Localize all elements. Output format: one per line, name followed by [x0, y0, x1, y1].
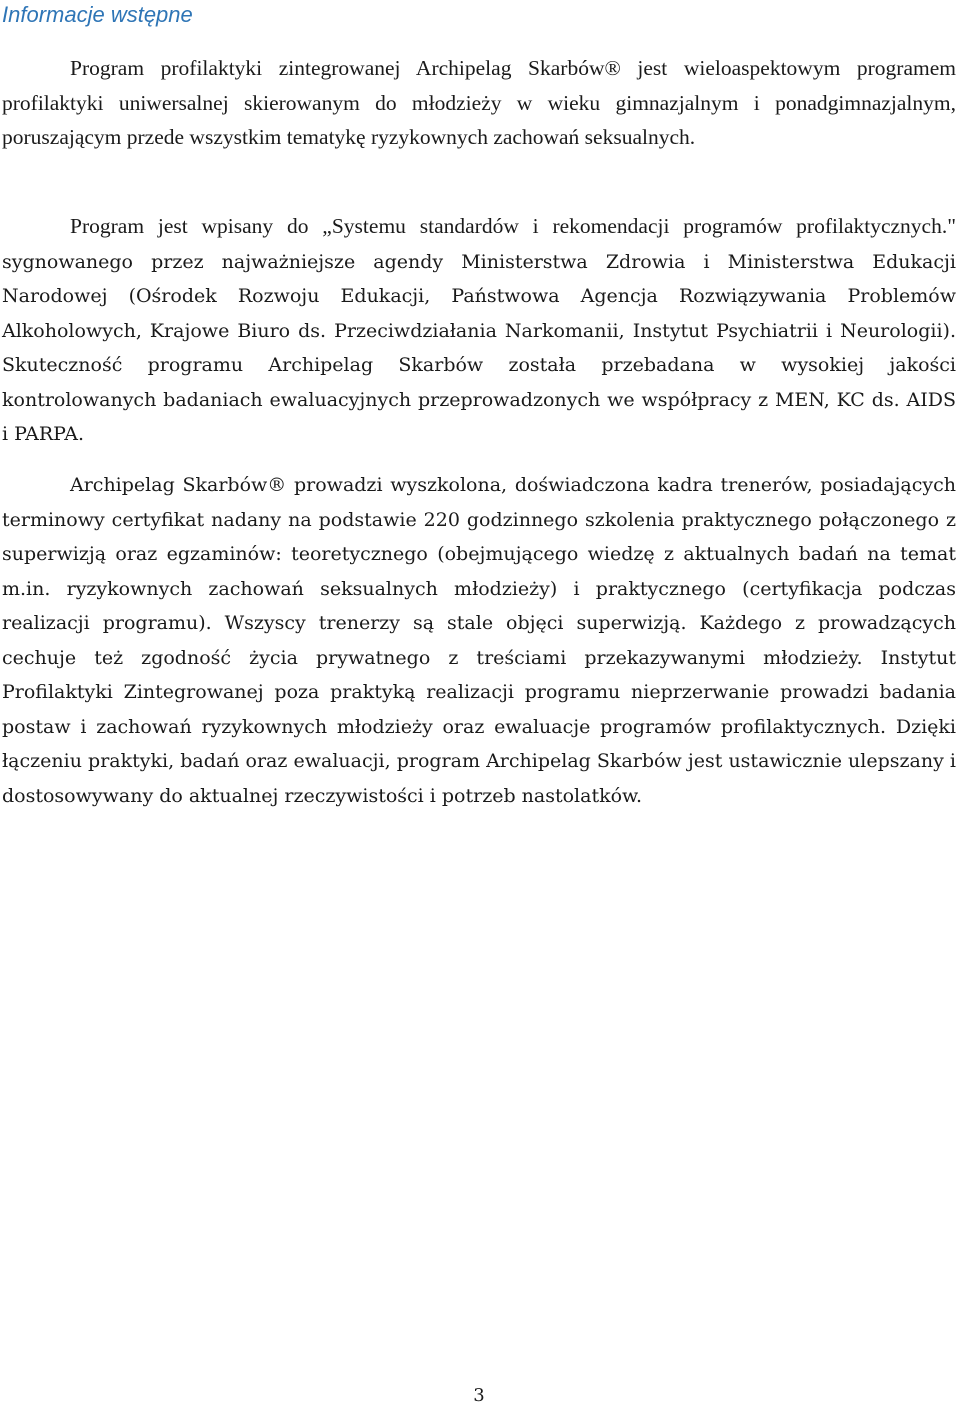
paragraph-trainers: Archipelag Skarbów® prowadzi wyszkolona, doświadczona kadra trenerów, posiadających terminowy certyfikat nadany na podstawie 220 godzinnego szkolenia praktycznego połączonego z superwizją oraz egzaminów: teoretycznego (obejmującego wiedzę z aktualnych badań na temat m.in. ryzykownych zachowań seksualnych młodzieży) i praktycznego (certyfikacja podczas realizacji programu). Wszyscy trenerzy są stale objęci superwizją. Każdego z prowadzących cechuje też zgodność życia prywatnego z treściami przekazywanymi młodzieży. Instytut Profilaktyki Zintegrowanej poza praktyką realizacji programu nieprzerwanie prowadzi badania postaw i zachowań ryzykownych młodzieży oraz ewaluacje programów profilaktycznych. Dzięki łączeniu praktyki, badań oraz ewaluacji, program Archipelag Skarbów jest ustawicznie ulepszany i dostosowywany do aktualnej rzeczywistości i potrzeb nastolatków. — [2, 474, 956, 807]
paragraph-intro: Program profilaktyki zintegrowanej Archipelag Skarbów® jest wieloaspektowym programem profilaktyki uniwersalnej skierowanym do młodzieży w wieku gimnazjalnym i ponadgimnazjalnym, poruszającym przede wszystkim tematykę ryzykownych zachowań seksualnych. — [2, 56, 956, 149]
paragraph-standards-part1: Program jest wpisany do „Systemu standardów i rekomendacji programów profilaktycznych." — [70, 214, 956, 238]
paragraph-standards — [2, 209, 956, 452]
page-number-value: 3 — [473, 1385, 485, 1406]
page-number — [0, 1384, 960, 1408]
paragraph-standards-part2: sygnowanego przez najważniejsze agendy Ministerstwa Zdrowia i Ministerstwa Edukacji Narodowej (Ośrodek Rozwoju Edukacji, Państwowa Agencja Rozwiązywania Problemów Alkoholowych, Krajowe Biuro ds. Przeciwdziałania Narkomanii, Instytut Psychiatrii i Neurologii). Skuteczność programu Archipelag Skarbów została przebadana w wysokiej jakości kontrolowanych badaniach ewaluacyjnych przeprowadzonych we współpracy z MEN, KC ds. AIDS i PARPA. — [2, 250, 956, 445]
section-heading: Informacje wstępne — [2, 2, 193, 27]
